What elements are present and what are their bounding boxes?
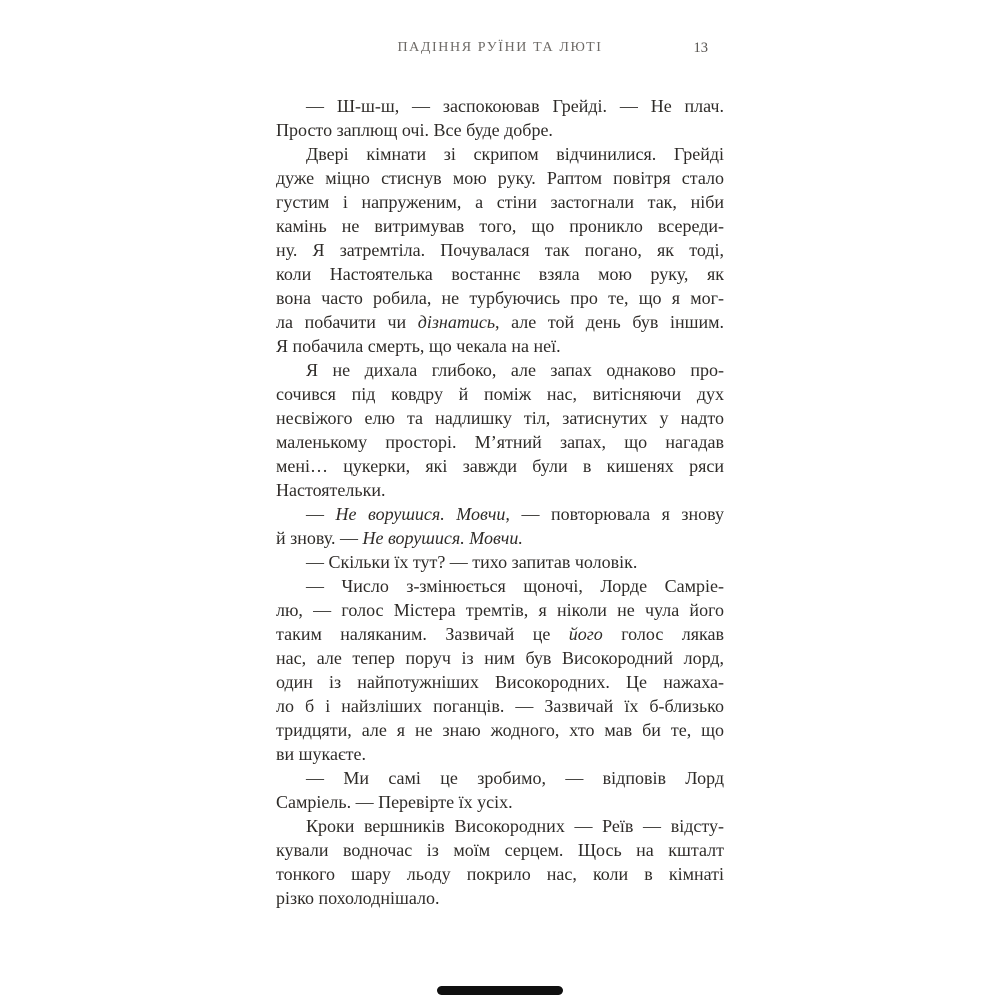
- text-line: дуже міцно стиснув мою руку. Раптом повітря стало: [276, 168, 724, 188]
- body-text-column: [276, 94, 724, 910]
- text-line: — Ми самі це зробимо, — відповів Лорд: [306, 768, 724, 788]
- text-line: таким наляканим. Зазвичай це його голос лякав: [276, 624, 724, 644]
- text-line: один із найпотужніших Високородних. Це нажаха-: [276, 672, 724, 692]
- paragraph: [276, 814, 724, 910]
- text-line: Просто заплющ очі. Все буде добре.: [276, 120, 553, 140]
- text-line: — Ш-ш-ш, — заспокоював Грейді. — Не плач.: [306, 96, 724, 116]
- text-line: Кроки вершників Високородних — Реїв — відсту-: [306, 816, 724, 836]
- text-line: нас, але тепер поруч із ним був Високородний лорд,: [276, 648, 724, 668]
- paragraph: [276, 550, 724, 574]
- text-line: несвіжого елю та надлишку тіл, затиснутих у надто: [276, 408, 724, 428]
- text-line: густим і напруженим, а стіни застогнали так, ніби: [276, 192, 724, 212]
- text-line: ви шукаєте.: [276, 744, 367, 764]
- paragraph: [276, 502, 724, 550]
- text-line: ла побачити чи дізнатись, але той день був іншим.: [276, 312, 725, 332]
- text-line: тонкого шару льоду покрило нас, коли в кімнаті: [276, 864, 724, 884]
- text-line: Настоятельки.: [276, 480, 386, 500]
- paragraph: [276, 574, 724, 766]
- running-header: [276, 0, 724, 60]
- text-line: коли Настоятелька востаннє взяла мою руку, як: [276, 264, 724, 284]
- text-line: лю, — голос Містера тремтів, я ніколи не чула його: [276, 600, 724, 620]
- text-line: сочився під ковдру й поміж нас, витісняючи дух: [276, 384, 724, 404]
- text-line: — Скільки їх тут? — тихо запитав чоловік.: [306, 552, 638, 572]
- text-line: Я побачила смерть, що чекала на неї.: [276, 336, 561, 356]
- text-line: вона часто робила, не турбуючись про те, що я мог-: [276, 288, 724, 308]
- text-line: Самріель. — Перевірте їх усіх.: [276, 792, 513, 812]
- text-line: кували водночас із моїм серцем. Щось на кшталт: [276, 840, 724, 860]
- text-line: й знову. — Не ворушися. Мовчи.: [276, 528, 523, 548]
- paragraph: [276, 766, 724, 814]
- home-indicator-bar[interactable]: [437, 986, 563, 995]
- paragraph: [276, 142, 724, 358]
- text-line: різко похолоднішало.: [276, 888, 440, 908]
- text-line: маленькому просторі. М’ятний запах, що нагадав: [276, 432, 724, 452]
- paragraph: [276, 94, 724, 142]
- page-number: 13: [693, 40, 708, 56]
- text-line: тридцяти, але я не знаю жодного, хто мав би те, що: [276, 720, 724, 740]
- running-header-title: ПАДІННЯ РУЇНИ ТА ЛЮТІ: [397, 40, 603, 55]
- text-line: камінь не витримував того, що проникло всереди-: [276, 216, 724, 236]
- text-line: Я не дихала глибоко, але запах однаково про-: [306, 360, 724, 380]
- text-line: ло б і найзліших поганців. — Зазвичай їх б-близько: [276, 696, 724, 716]
- text-line: — Не ворушися. Мовчи, — повторювала я знову: [306, 504, 725, 524]
- text-line: мені… цукерки, які завжди були в кишенях ряси: [276, 456, 724, 476]
- paragraph: [276, 358, 724, 502]
- text-line: Двері кімнати зі скрипом відчинилися. Грейді: [306, 144, 724, 164]
- text-line: — Число з-змінюється щоночі, Лорде Самріе-: [306, 576, 724, 596]
- text-line: ну. Я затремтіла. Почувалася так погано, як тоді,: [276, 240, 724, 260]
